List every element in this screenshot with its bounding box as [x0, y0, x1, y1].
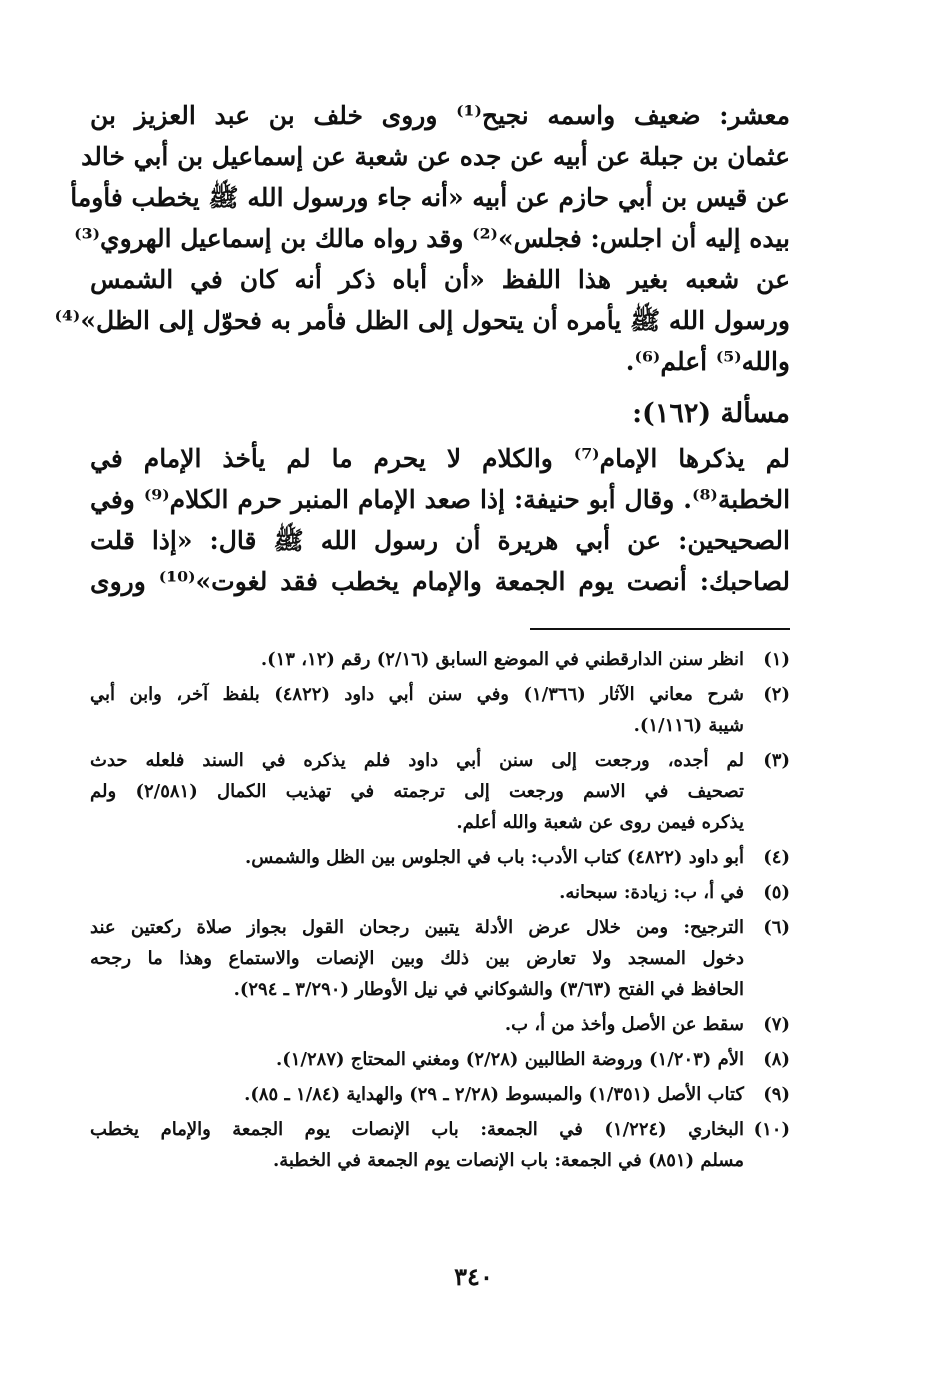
- section-text-line: الصحيحين: عن أبي هريرة أن رسول الله ﷺ قال: «إذا قلت: [90, 526, 790, 555]
- footnote-line: شيبة (١/١١٦).: [633, 715, 744, 736]
- footnote-number: (٨): [763, 1049, 790, 1070]
- footnote: [90, 877, 790, 908]
- main-text-line: عن قيس بن أبي حازم عن أبيه «أنه جاء ورسول الله ﷺ يخطب فأومأ: [70, 183, 790, 212]
- footnote: [90, 1079, 790, 1110]
- main-text-line: معشر: ضعيف واسمه نجيح⁽¹⁾ وروى خلف بن عبد العزيز بن: [90, 101, 790, 130]
- footnote: [90, 644, 790, 675]
- footnote-number: (٣): [763, 750, 790, 771]
- footnote: [90, 1044, 790, 1075]
- footnote-line: مسلم (٨٥١) في الجمعة: باب الإنصات يوم الجمعة في الخطبة.: [272, 1150, 744, 1171]
- main-text-line: عثمان بن جبلة عن أبيه عن جده عن شعبة عن إسماعيل بن أبي خالد: [81, 142, 790, 171]
- footnote: [90, 745, 790, 838]
- footnote-divider: [530, 628, 790, 630]
- footnote-number: (١٠): [753, 1119, 790, 1140]
- page-content: [54, 95, 791, 1180]
- footnote-line: انظر سنن الدارقطني في الموضع السابق (٢/١٦) رقم (١٢، ١٣).: [260, 649, 744, 670]
- footnote-line: الحافظ في الفتح (٣/٦٣) والشوكاني في نيل الأوطار (٣/٢٩٠ ـ ٢٩٤).: [233, 979, 744, 1000]
- footnote-number: (٩): [763, 1084, 790, 1105]
- footnote-number: (٦): [763, 917, 790, 938]
- main-text-line: بيده إليه أن اجلس: فجلس»⁽²⁾ وقد رواه مالك بن إسماعيل الهروي⁽³⁾: [74, 224, 790, 253]
- footnote-line: في أ، ب: زيادة: سبحانه.: [559, 882, 744, 903]
- footnote: [90, 1009, 790, 1040]
- footnote-line: لم أجده، ورجعت إلى سنن أبي داود فلم يذكره في السند فلعله حدث: [90, 750, 744, 771]
- section-text-line: الخطبة⁽⁸⁾. وقال أبو حنيفة: إذا صعد الإمام المنبر حرم الكلام⁽⁹⁾ وفي: [90, 485, 791, 514]
- footnote: [90, 842, 790, 873]
- footnote: [90, 912, 790, 1005]
- section-text-line: لصاحبك: أنصت يوم الجمعة والإمام يخطب فقد لغوت»⁽¹⁰⁾ وروى: [90, 567, 790, 596]
- footnote: [90, 679, 790, 741]
- section-text-block: [90, 438, 790, 602]
- footnote-line: تصحيف في الاسم ورجعت إلى ترجمته في تهذيب الكمال (٢/٥٨١) ولم: [90, 781, 744, 802]
- footnote-number: (٥): [763, 882, 790, 903]
- footnote-line: دخول المسجد ولا تعارض بين ذلك وبين الإنصات والاستماع وهذا ما رجحه: [90, 948, 744, 969]
- footnote-line: البخاري (١/٢٢٤) في الجمعة: باب الإنصات يوم الجمعة والإمام يخطب: [90, 1119, 744, 1140]
- footnote-line: شرح معاني الآثار (١/٣٦٦) وفي سنن أبي داود (٤٨٢٢) بلفظ آخر، وابن أبي: [90, 684, 745, 705]
- main-text-line: عن شعبه بغير هذا اللفظ «أن أباه ذكر أنه كان في الشمس: [90, 265, 790, 294]
- footnote: [90, 1114, 790, 1176]
- footnote-line: الترجيح: ومن خلال عرض الأدلة يتبين رجحان القول بجواز صلاة ركعتين عند: [90, 917, 744, 938]
- footnote-number: (٢): [763, 684, 790, 705]
- main-text-line: والله⁽⁵⁾ أعلم⁽⁶⁾.: [625, 347, 790, 376]
- footnote-line: كتاب الأصل (١/٣٥١) والمبسوط (٢/٢٨ ـ ٢٩) والهداية (١/٨٤ ـ ٨٥).: [244, 1084, 744, 1105]
- footnote-number: (٧): [763, 1014, 790, 1035]
- main-text-block: [54, 95, 790, 382]
- section-heading: مسألة (١٦٢):: [632, 398, 790, 429]
- footnote-line: يذكره فيمن روى عن شعبة والله أعلم.: [456, 812, 744, 833]
- footnote-line: أبو داود (٤٨٢٢) كتاب الأدب: باب في الجلوس بين الظل والشمس.: [245, 847, 744, 868]
- footnote-line: الأم (١/٢٠٣) وروضة الطالبين (٢/٢٨) ومغني المحتاج (١/٢٨٧).: [275, 1049, 744, 1070]
- page-number: ٣٤٠: [454, 1262, 493, 1291]
- footnotes: [90, 644, 790, 1176]
- section-text-line: لم يذكرها الإمام⁽⁷⁾ والكلام لا يحرم ما لم يأخذ الإمام في: [90, 444, 790, 473]
- footnote-line: سقط عن الأصل وأخذ من أ، ب.: [504, 1014, 744, 1035]
- footnote-number: (٤): [763, 847, 790, 868]
- footnote-number: (١): [763, 649, 790, 670]
- main-text-line: ورسول الله ﷺ يأمره أن يتحول إلى الظل فأمر به فحوّل إلى الظل»⁽⁴⁾: [54, 306, 790, 335]
